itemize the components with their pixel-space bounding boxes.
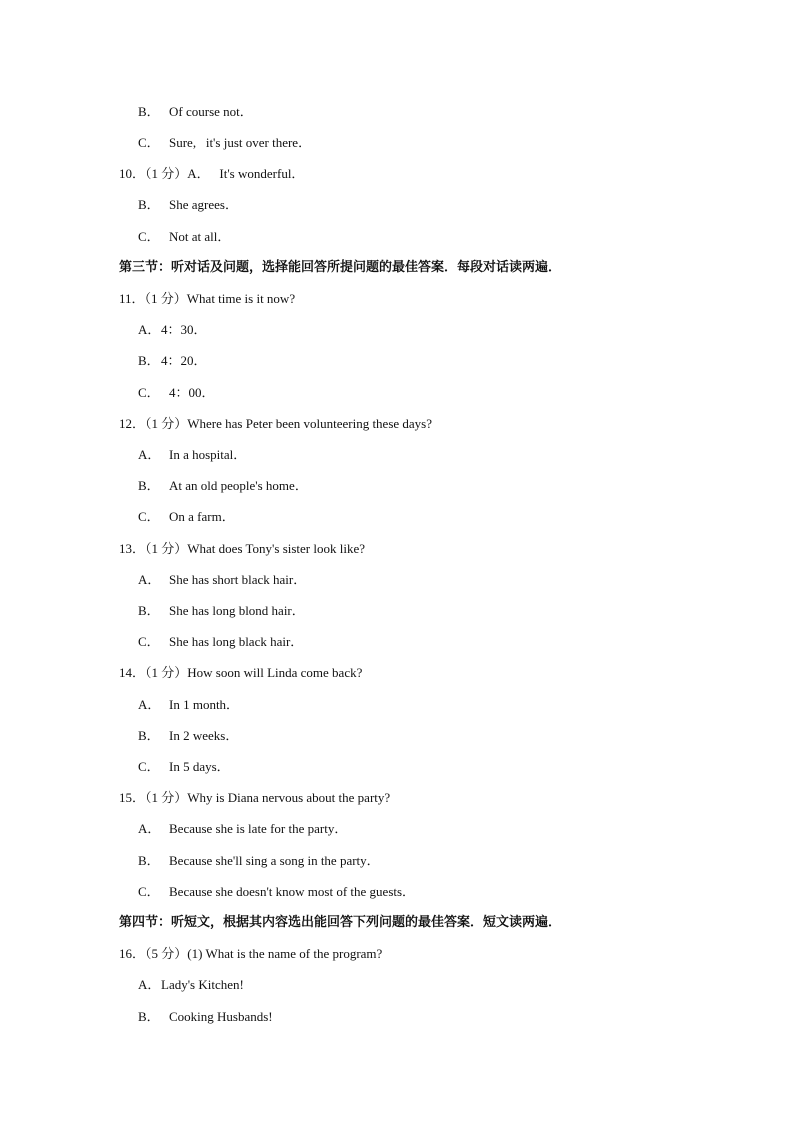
option-14c <box>138 757 230 777</box>
option-letter: C． <box>138 229 160 244</box>
option-letter: C． <box>138 884 160 899</box>
question-number: 14．（1 分） <box>119 665 188 680</box>
option-10b <box>138 195 238 215</box>
option-text: Because she is late for the party． <box>169 821 348 836</box>
option-letter: A． <box>138 821 161 836</box>
option-text: Because she doesn't know most of the guests． <box>169 884 416 899</box>
option-13a <box>138 570 306 590</box>
option-text: She agrees． <box>169 197 238 212</box>
option-text: 4：30． <box>161 322 207 337</box>
option-16b <box>138 1007 273 1027</box>
option-text: Sure, it's just over there． <box>169 135 312 150</box>
question-number: 12．（1 分） <box>119 416 188 431</box>
option-text: Not at all． <box>169 229 231 244</box>
question-13 <box>119 539 365 559</box>
option-text: 4：00． <box>169 385 215 400</box>
option-letter: A． <box>138 572 161 587</box>
option-letter: B． <box>138 353 160 368</box>
option-text: In 2 weeks． <box>169 728 239 743</box>
option-text: In a hospital． <box>169 447 247 462</box>
option-16a <box>138 975 244 995</box>
option-11a <box>138 320 207 340</box>
option-letter: A． <box>138 447 161 462</box>
question-number: 13．（1 分） <box>119 541 188 556</box>
question-14 <box>119 663 362 683</box>
option-letter: B． <box>138 104 160 119</box>
option-text: In 1 month． <box>169 697 240 712</box>
option-text: At an old people's home． <box>169 478 308 493</box>
option-text: 4：20． <box>161 353 207 368</box>
option-letter: A． <box>138 322 161 337</box>
option-15a <box>138 819 347 839</box>
option-letter: B． <box>138 478 160 493</box>
option-12c <box>138 507 235 527</box>
question-16 <box>119 944 382 964</box>
question-number: 10．（1 分） <box>119 166 188 181</box>
question-11 <box>119 289 295 309</box>
option-text: She has long blond hair． <box>169 603 305 618</box>
question-number: 16．（5 分） <box>119 946 188 961</box>
option-text: Of course not． <box>169 104 253 119</box>
option-letter: B． <box>138 853 160 868</box>
option-text: She has long black hair． <box>169 634 304 649</box>
option-letter: C． <box>138 509 160 524</box>
option-14a <box>138 695 239 715</box>
option-letter: C． <box>138 385 160 400</box>
option-9b <box>138 102 253 122</box>
option-15b <box>138 851 380 871</box>
option-12b <box>138 476 308 496</box>
option-13c <box>138 632 303 652</box>
option-letter: C． <box>138 759 160 774</box>
option-text: Lady's Kitchen! <box>161 977 244 992</box>
option-letter: A． <box>138 697 161 712</box>
question-10 <box>119 164 304 184</box>
question-text: Where has Peter been volunteering these days? <box>187 416 432 431</box>
question-number: 11．（1 分） <box>119 291 187 306</box>
option-letter: B． <box>138 728 160 743</box>
question-text: Why is Diana nervous about the party? <box>187 790 391 805</box>
section-heading-3: 第三节：听对话及问题，选择能回答所提问题的最佳答案．每段对话读两遍． <box>119 260 562 275</box>
option-10c <box>138 227 230 247</box>
option-text: She has short black hair． <box>169 572 307 587</box>
option-15c <box>138 882 415 902</box>
option-11c <box>138 383 215 403</box>
option-text: Cooking Husbands! <box>169 1009 273 1024</box>
option-12a <box>138 445 246 465</box>
option-9c <box>138 133 311 153</box>
option-letter: B． <box>138 1009 160 1024</box>
option-11b <box>138 351 207 371</box>
question-text: What does Tony's sister look like? <box>187 541 366 556</box>
option-text: Because she'll sing a song in the party． <box>169 853 380 868</box>
option-letter: B． <box>138 197 160 212</box>
question-text: (1) What is the name of the program? <box>187 946 383 961</box>
option-letter: A． <box>138 977 161 992</box>
option-14b <box>138 726 238 746</box>
option-letter: C． <box>138 135 160 150</box>
question-12 <box>119 414 432 434</box>
question-number: 15．（1 分） <box>119 790 188 805</box>
section-heading-4: 第四节：听短文，根据其内容选出能回答下列问题的最佳答案．短文读两遍． <box>119 915 562 930</box>
question-text: What time is it now? <box>186 291 296 306</box>
question-text: How soon will Linda come back? <box>187 665 363 680</box>
option-letter: B． <box>138 603 160 618</box>
option-text: In 5 days． <box>169 759 230 774</box>
question-15 <box>119 788 390 808</box>
option-letter: C． <box>138 634 160 649</box>
option-text: On a farm． <box>169 509 235 524</box>
question-text: A． It's wonderful． <box>187 166 305 181</box>
option-13b <box>138 601 305 621</box>
